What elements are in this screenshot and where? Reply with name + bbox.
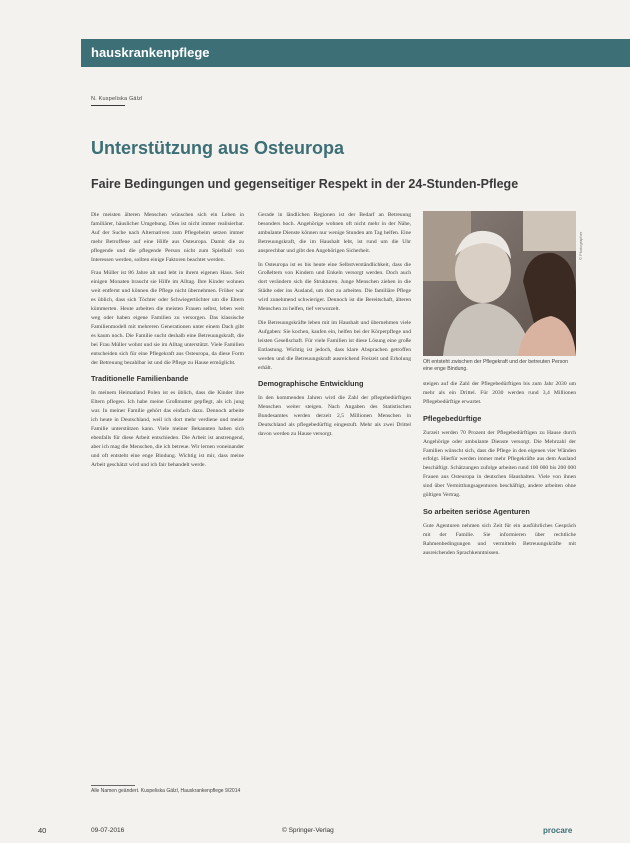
paragraph: Gerade in ländlichen Regionen ist der Bedarf an Betreuung besonders hoch. Angehörige wohnen oft nicht mehr in der Nähe, ambulante Dienste können nur wenige Stunden am Tag helfen. Eine Betreuungskraft, die im Haushalt lebt, ist rund um die Uhr ansprechbar und gibt den Angehörigen Sicherheit. <box>258 212 411 254</box>
article-headline: Unterstützung aus Osteuropa <box>91 138 345 158</box>
footnote: Alle Namen geändert. Kuspeliska Gälzl, Hauskrankenpflege 9/2014 <box>91 788 241 794</box>
page-number: 40 <box>38 826 47 835</box>
paragraph: In den kommenden Jahren wird die Zahl der pflegebedürftigen Menschen weiter steigen. Nach Angaben des Statistischen Bundesamtes werden derzeit 2,5 Millionen Menschen in Deutschland als pflegebedürftig eingestuft. Mehr als zwei Drittel davon werden zu Hause versorgt. <box>258 395 411 438</box>
paragraph: Die meisten älteren Menschen wünschen sich ein Leben in familiärer, häuslicher Umgebung. Dies ist nicht immer realisierbar. Auf der Suche nach Alternativen zum Pflegeheim setzen immer mehr Betroffene auf eine Hilfe aus Osteuropa. Damit die zu pflegende und die pflegende Person nicht zum Spielball von Interessen werden, sollten einige Faktoren beachtet werden. <box>91 212 244 263</box>
issue-date: 09-07-2016 <box>91 827 125 834</box>
author-rule <box>91 105 125 106</box>
article-photo <box>423 211 576 356</box>
paragraph: In meinem Heimatland Polen ist es üblich, dass die Kinder ihre Eltern pflegen. Ich habe meine Großmutter gepflegt, als ich jung war. In meiner Familie gehört das einfach dazu. Dennoch arbeite ich heute in Deutschland, weil ich dort mehr verdiene und meine Familie unterstützen kann. Viele meiner Bekannten haben sich ebenfalls für diese Arbeit entschieden. Die Arbeit ist anstrengend, aber ich mag die Menschen, die ich betreue. Wir lernen voneinander und oft entsteht eine enge Bindung. Wichtig ist mir, dass meine Arbeit geschätzt wird und ich fair behandelt werde. <box>91 390 244 468</box>
paragraph: Die Betreuungskräfte leben mit im Haushalt und übernehmen viele Aufgaben: Sie kochen, kaufen ein, helfen bei der Körperpflege und leisten Gesellschaft. Für viele Familien ist diese Lösung eine große Entlastung. Wichtig ist jedoch, dass klare Absprachen getroffen werden und die Betreuungskraft ausreichend Freizeit und Erholung erhält. <box>258 319 411 371</box>
magazine-name: procare <box>543 826 573 835</box>
text-column-3 <box>423 380 576 791</box>
publisher: © Springer-Verlag <box>282 827 334 834</box>
paragraph: Gute Agenturen nehmen sich Zeit für ein ausführliches Gespräch mit der Familie. Sie informieren über rechtliche Rahmenbedingungen und vermitteln Betreuungskräfte mit ausreichenden Sprachkenntnissen. <box>423 522 576 556</box>
paragraph: Frau Müller ist 86 Jahre alt und lebt in ihrem eigenen Haus. Seit einigen Monaten braucht sie Hilfe im Alltag. Ihre Kinder wohnen weit entfernt und können die Pflege nicht übernehmen. Früher war es üblich, dass sich Töchter oder Schwiegertöchter um die Eltern kümmerten. Heute arbeiten die meisten Frauen selbst, leben weit weg oder haben eigene Familien zu versorgen. Das klassische Familienmodell mit mehreren Generationen unter einem Dach gibt es kaum noch. Die Familie sucht deshalb eine Betreuungskraft, die bei Frau Müller wohnt und sie im Alltag unterstützt. Viele Familien entscheiden sich für eine Pflegekraft aus Osteuropa, da diese Form der Betreuung bezahlbar ist und die Pflege zu Hause ermöglicht. <box>91 270 244 366</box>
section-header-band <box>81 39 630 67</box>
footnote-rule <box>91 785 135 786</box>
photo-caption: Oft entsteht zwischen der Pflegekraft und der betreuten Person eine enge Bindung. <box>423 359 569 372</box>
section-heading: Demographische Entwicklung <box>258 379 364 389</box>
author-line: N. Kuspeliska Gälzl <box>91 96 143 102</box>
section-heading: So arbeiten seriöse Agenturen <box>423 506 530 516</box>
paragraph: Zurzeit werden 70 Prozent der Pflegebedürftigen zu Hause durch Angehörige oder ambulante Dienste versorgt. Die Mehrzahl der Familien wünscht sich, dass die Pflege in den eigenen vier Wänden erfolgt. Hierfür werden immer mehr Pflegekräfte aus dem Ausland beschäftigt. Schätzungen zufolge arbeiten rund 100 000 bis 200 000 Frauen aus Osteuropa in deutschen Haushalten. Viele von ihnen sind über Vermittlungsagenturen beschäftigt, andere arbeiten ohne gültigen Vertrag. <box>423 429 576 499</box>
article-subheadline: Faire Bedingungen und gegenseitiger Respekt in der 24-Stunden-Pflege <box>91 177 519 191</box>
photo-illustration <box>423 211 576 356</box>
photo-credit: © Photographer <box>578 231 583 260</box>
section-heading: Traditionelle Familienbande <box>91 374 189 384</box>
text-column-1 <box>91 211 244 791</box>
section-heading: Pflegebedürftige <box>423 413 482 423</box>
paragraph: steigen auf die Zahl der Pflegebedürftigen bis zum Jahr 2030 um mehr als ein Drittel. Für 2030 werden rund 3,4 Millionen Pflegebedürftige erwartet. <box>423 381 576 405</box>
section-label: hauskrankenpflege <box>91 45 210 60</box>
text-column-2 <box>258 211 411 791</box>
paragraph: In Osteuropa ist es bis heute eine Selbstverständlichkeit, dass die Großeltern von Kindern und Enkeln versorgt werden. Doch auch dort verändern sich die Strukturen. Junge Menschen ziehen in die Städte oder ins Ausland, um dort zu arbeiten. Die familiäre Pflege wird zunehmend schwieriger. Dennoch ist die Bereitschaft, älteren Menschen zu helfen, tief verwurzelt. <box>258 261 411 313</box>
